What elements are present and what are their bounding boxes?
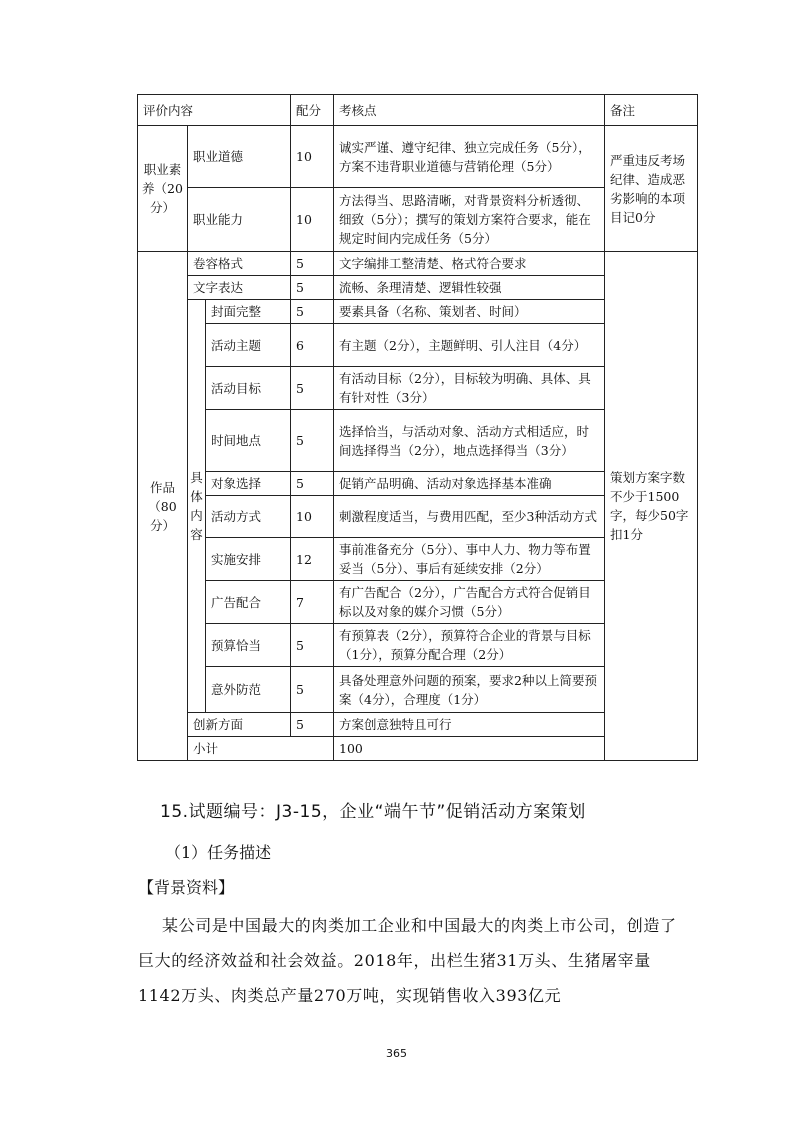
row-item: 活动主题 bbox=[206, 324, 291, 367]
background-label: 【背景资料】 bbox=[138, 878, 235, 897]
table-row bbox=[138, 252, 698, 276]
row-point: 方案创意独特且可行 bbox=[334, 713, 605, 737]
row-point: 事前准备充分（5分）、事中人力、物力等布置妥当（5分）、事后有延续安排（2分） bbox=[334, 538, 605, 581]
row-score: 12 bbox=[291, 538, 334, 581]
row-point: 有广告配合（2分），广告配合方式符合促销目标以及对象的媒介习惯（5分） bbox=[334, 581, 605, 624]
row-score: 5 bbox=[291, 367, 334, 410]
row-item: 创新方面 bbox=[188, 713, 291, 737]
row-point: 诚实严谨、遵守纪律、独立完成任务（5分），方案不违背职业道德与营销伦理（5分） bbox=[334, 126, 605, 188]
row-score: 5 bbox=[291, 472, 334, 496]
row-score: 6 bbox=[291, 324, 334, 367]
row-item: 意外防范 bbox=[206, 667, 291, 713]
row-item: 预算恰当 bbox=[206, 624, 291, 667]
subtotal-score: 100 bbox=[334, 737, 605, 761]
row-score: 10 bbox=[291, 496, 334, 538]
note-work: 策划方案字数不少于1500字，每少50字扣1分 bbox=[605, 252, 698, 761]
background-paragraph: 某公司是中国最大的肉类加工企业和中国最大的肉类上市公司，创造了巨大的经济效益和社会效益。2018年，出栏生猪31万头、生猪屠宰量1142万头、肉类总产量270万吨，实现销售收入393亿元 bbox=[138, 916, 677, 1005]
row-score: 10 bbox=[291, 188, 334, 252]
row-point: 流畅、条理清楚、逻辑性较强 bbox=[334, 276, 605, 300]
row-score: 5 bbox=[291, 624, 334, 667]
row-point: 刺激程度适当，与费用匹配，至少3种活动方式 bbox=[334, 496, 605, 538]
row-point: 要素具备（名称、策划者、时间） bbox=[334, 300, 605, 324]
row-point: 选择恰当，与活动对象、活动方式相适应，时间选择得当（2分），地点选择得当（3分） bbox=[334, 410, 605, 472]
row-score: 5 bbox=[291, 667, 334, 713]
row-item: 职业能力 bbox=[188, 188, 291, 252]
row-score: 7 bbox=[291, 581, 334, 624]
task-description-heading: （1）任务描述 bbox=[165, 843, 272, 862]
row-score: 10 bbox=[291, 126, 334, 188]
row-item: 实施安排 bbox=[206, 538, 291, 581]
row-item: 活动方式 bbox=[206, 496, 291, 538]
row-point: 有主题（2分），主题鲜明、引人注目（4分） bbox=[334, 324, 605, 367]
table-header-row bbox=[138, 95, 698, 126]
row-score: 5 bbox=[291, 300, 334, 324]
row-item: 文字表达 bbox=[188, 276, 291, 300]
row-item: 活动目标 bbox=[206, 367, 291, 410]
sub-group-content: 具体内容 bbox=[188, 300, 206, 713]
row-point: 文字编排工整清楚、格式符合要求 bbox=[334, 252, 605, 276]
row-score: 5 bbox=[291, 410, 334, 472]
note-professional: 严重违反考场纪律、造成恶劣影响的本项目记0分 bbox=[605, 126, 698, 252]
evaluation-table bbox=[137, 94, 698, 761]
subtotal-label: 小计 bbox=[188, 737, 334, 761]
row-point: 有活动目标（2分），目标较为明确、具体、具有针对性（3分） bbox=[334, 367, 605, 410]
row-point: 方法得当、思路清晰，对背景资料分析透彻、细致（5分）；撰写的策划方案符合要求，能在规定时间内完成任务（5分） bbox=[334, 188, 605, 252]
row-score: 5 bbox=[291, 713, 334, 737]
group-professional: 职业素养（20分） bbox=[138, 126, 188, 252]
row-point: 促销产品明确、活动对象选择基本准确 bbox=[334, 472, 605, 496]
row-point: 具备处理意外问题的预案，要求2种以上简要预案（4分），合理度（1分） bbox=[334, 667, 605, 713]
row-point: 有预算表（2分），预算符合企业的背景与目标（1分），预算分配合理（2分） bbox=[334, 624, 605, 667]
row-score: 5 bbox=[291, 252, 334, 276]
group-work: 作品（80分） bbox=[138, 252, 188, 761]
table-row bbox=[138, 126, 698, 188]
header-score: 配分 bbox=[291, 95, 334, 126]
header-content: 评价内容 bbox=[138, 95, 291, 126]
row-item: 封面完整 bbox=[206, 300, 291, 324]
row-item: 卷容格式 bbox=[188, 252, 291, 276]
section-title: 15.试题编号：J3-15，企业“端午节”促销活动方案策划 bbox=[160, 802, 586, 822]
row-item: 时间地点 bbox=[206, 410, 291, 472]
header-note: 备注 bbox=[605, 95, 698, 126]
header-point: 考核点 bbox=[334, 95, 605, 126]
row-score: 5 bbox=[291, 276, 334, 300]
page-number: 365 bbox=[386, 1047, 407, 1060]
row-item: 职业道德 bbox=[188, 126, 291, 188]
row-item: 对象选择 bbox=[206, 472, 291, 496]
row-item: 广告配合 bbox=[206, 581, 291, 624]
